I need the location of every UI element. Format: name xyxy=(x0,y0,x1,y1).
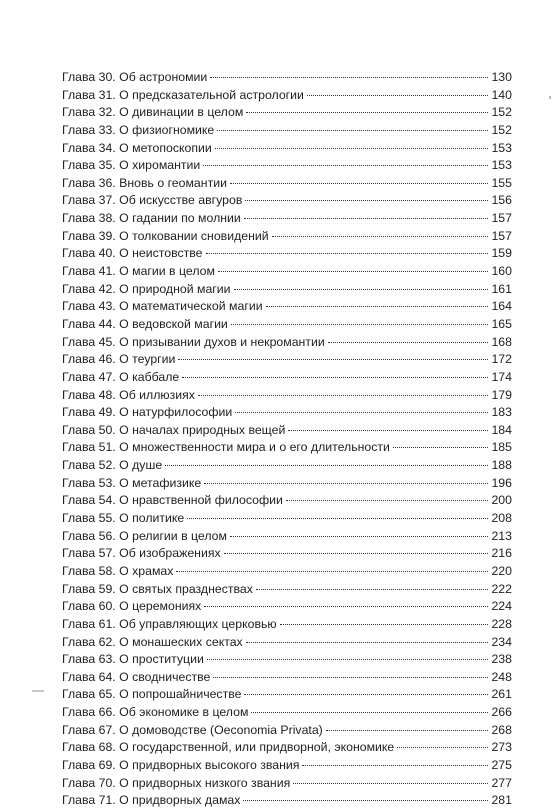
toc-entry xyxy=(62,757,512,775)
toc-entry-title: Глава 49. О натурфилософии xyxy=(62,405,233,420)
toc-entry xyxy=(62,316,512,334)
toc-entry xyxy=(62,669,512,687)
toc-entry-page: 130 xyxy=(491,70,512,84)
toc-entry-title: Глава 34. О метопоскопии xyxy=(62,140,212,155)
toc-entry xyxy=(62,775,512,793)
toc-entry-page: 152 xyxy=(491,105,512,120)
toc-entry-page: 160 xyxy=(491,264,512,279)
toc-entry-title: Глава 50. О началах природных вещей xyxy=(62,422,286,437)
toc-entry-title: Глава 42. О природной магии xyxy=(62,281,231,296)
toc-entry-title: Глава 54. О нравственной философии xyxy=(62,493,283,508)
toc-entry-page: 183 xyxy=(491,405,512,420)
toc-entry-title: Глава 60. О церемониях xyxy=(62,599,202,614)
dot-leader xyxy=(256,589,489,590)
toc-entry-title: Глава 32. О дивинации в целом xyxy=(62,105,244,120)
toc-entry-page: 174 xyxy=(491,369,512,384)
toc-entry xyxy=(62,739,512,757)
toc-entry xyxy=(62,369,512,387)
toc-entry xyxy=(62,87,512,105)
toc-entry-title: Глава 47. О каббале xyxy=(62,369,180,384)
toc-entry xyxy=(62,422,512,440)
toc-entry xyxy=(62,69,512,87)
toc-entry-page: 200 xyxy=(491,493,512,508)
toc-entry-title: Глава 57. Об изображениях xyxy=(62,546,221,561)
dot-leader xyxy=(266,306,489,307)
dot-leader xyxy=(286,500,489,501)
dot-leader xyxy=(280,624,489,625)
toc-entry xyxy=(62,581,512,599)
toc-entry-page: 153 xyxy=(491,158,512,173)
toc-entry xyxy=(62,475,512,493)
toc-entry xyxy=(62,245,512,263)
toc-entry-title: Глава 46. О теургии xyxy=(62,352,176,367)
toc-entry-title: Глава 61. Об управляющих церковью xyxy=(62,616,277,631)
dot-leader xyxy=(246,642,489,643)
toc-entry xyxy=(62,210,512,228)
toc-entry xyxy=(62,616,512,634)
dot-leader xyxy=(187,518,488,519)
toc-entry xyxy=(62,351,512,369)
toc-entry-title: Глава 53. О метафизике xyxy=(62,475,202,490)
toc-entry-page: 140 xyxy=(491,87,512,102)
toc-entry-title: Глава 38. О гадании по молнии xyxy=(62,211,241,226)
toc-entry-title: Глава 30. Об астрономии xyxy=(62,70,208,84)
dot-leader xyxy=(165,465,488,466)
toc-entry xyxy=(62,387,512,405)
toc-entry-page: 172 xyxy=(491,352,512,367)
toc-entry-title: Глава 45. О призывании духов и некромантии xyxy=(62,334,325,349)
dot-leader xyxy=(230,536,488,537)
dot-leader xyxy=(244,694,488,695)
toc-entry-page: 157 xyxy=(491,228,512,243)
toc-entry xyxy=(62,634,512,652)
toc-entry-title: Глава 48. Об иллюзиях xyxy=(62,387,195,402)
toc-entry-title: Глава 67. О домоводстве (Oeconomia Privata) xyxy=(62,722,323,737)
toc-entry xyxy=(62,104,512,122)
toc-entry xyxy=(62,792,512,810)
toc-entry xyxy=(62,722,512,740)
toc-entry-page: 266 xyxy=(491,705,512,720)
dot-leader xyxy=(204,606,488,607)
toc-entry-page: 216 xyxy=(491,546,512,561)
dot-leader xyxy=(176,571,488,572)
toc-entry-page: 228 xyxy=(491,616,512,631)
dot-leader xyxy=(182,377,488,378)
toc-entry-title: Глава 66. Об экономике в целом xyxy=(62,705,249,720)
toc-entry xyxy=(62,686,512,704)
toc-entry-page: 224 xyxy=(491,599,512,614)
scan-mark xyxy=(32,690,44,692)
toc-entry xyxy=(62,140,512,158)
toc-entry-page: 213 xyxy=(491,528,512,543)
toc-entry-page: 208 xyxy=(491,511,512,526)
scan-dot xyxy=(549,96,551,99)
toc-entry-page: 281 xyxy=(491,793,512,808)
toc-entry-page: 164 xyxy=(491,299,512,314)
toc-entry xyxy=(62,263,512,281)
dot-leader xyxy=(230,183,489,184)
toc-entry-title: Глава 41. О магии в целом xyxy=(62,264,215,279)
toc-entry-page: 196 xyxy=(491,475,512,490)
toc-entry xyxy=(62,492,512,510)
toc-entry xyxy=(62,404,512,422)
toc-entry-page: 261 xyxy=(491,687,512,702)
toc-entry xyxy=(62,457,512,475)
dot-leader xyxy=(244,218,489,219)
toc-entry-title: Глава 55. О политике xyxy=(62,511,185,526)
dot-leader xyxy=(234,289,489,290)
dot-leader xyxy=(393,447,489,448)
dot-leader xyxy=(203,165,488,166)
toc-entry-title: Глава 44. О ведовской магии xyxy=(62,316,228,331)
dot-leader xyxy=(224,553,489,554)
dot-leader xyxy=(213,677,488,678)
toc-entry-title: Глава 56. О религии в целом xyxy=(62,528,227,543)
toc-entry-title: Глава 33. О физиогномике xyxy=(62,122,215,137)
dot-leader xyxy=(251,712,488,713)
dot-leader xyxy=(288,430,488,431)
toc-entry xyxy=(62,598,512,616)
toc-entry-title: Глава 52. О душе xyxy=(62,458,163,473)
dot-leader xyxy=(245,200,488,201)
toc-entry-page: 184 xyxy=(491,422,512,437)
dot-leader xyxy=(397,747,488,748)
dot-leader xyxy=(307,95,489,96)
toc-entry-page: 220 xyxy=(491,563,512,578)
toc-entry-page: 222 xyxy=(491,581,512,596)
toc-entry-page: 234 xyxy=(491,634,512,649)
toc-entry-title: Глава 70. О придворных низкого звания xyxy=(62,775,291,790)
toc-entry xyxy=(62,545,512,563)
toc-entry-title: Глава 65. О попрошайничестве xyxy=(62,687,242,702)
toc-entry xyxy=(62,175,512,193)
dot-leader xyxy=(210,77,488,78)
toc-entry xyxy=(62,528,512,546)
dot-leader xyxy=(218,271,489,272)
dot-leader xyxy=(246,112,488,113)
toc-entry xyxy=(62,122,512,140)
toc-entry-page: 188 xyxy=(491,458,512,473)
dot-leader xyxy=(326,730,489,731)
dot-leader xyxy=(243,800,488,801)
toc-entry-page: 238 xyxy=(491,652,512,667)
toc-entry xyxy=(62,281,512,299)
dot-leader xyxy=(204,483,488,484)
dot-leader xyxy=(235,412,488,413)
dot-leader xyxy=(272,236,489,237)
dot-leader xyxy=(206,253,489,254)
toc-entry-title: Глава 68. О государственной, или придворной, экономике xyxy=(62,740,395,755)
toc-entry-page: 155 xyxy=(491,175,512,190)
toc-entry xyxy=(62,334,512,352)
toc-entry-page: 179 xyxy=(491,387,512,402)
toc-entry-page: 159 xyxy=(491,246,512,261)
toc-entry xyxy=(62,704,512,722)
dot-leader xyxy=(302,765,488,766)
toc-entry-page: 273 xyxy=(491,740,512,755)
toc-entry-title: Глава 62. О монашеских сектах xyxy=(62,634,243,649)
toc-entry-title: Глава 35. О хиромантии xyxy=(62,158,201,173)
toc-entry-page: 248 xyxy=(491,669,512,684)
toc-entry-page: 157 xyxy=(491,211,512,226)
dot-leader xyxy=(215,148,489,149)
toc-entry xyxy=(62,563,512,581)
toc-entry xyxy=(62,228,512,246)
toc-entry xyxy=(62,298,512,316)
toc-entry-title: Глава 37. Об искусстве авгуров xyxy=(62,193,243,208)
toc-entry-page: 268 xyxy=(491,722,512,737)
toc-entry-title: Глава 36. Вновь о геомантии xyxy=(62,175,227,190)
toc-entry-page: 152 xyxy=(491,122,512,137)
dot-leader xyxy=(231,324,489,325)
dot-leader xyxy=(328,342,489,343)
toc-entry-page: 165 xyxy=(491,316,512,331)
toc-entry-title: Глава 31. О предсказательной астрологии xyxy=(62,87,304,102)
dot-leader xyxy=(217,130,488,131)
toc-entry-page: 156 xyxy=(491,193,512,208)
toc-entry-page: 161 xyxy=(491,281,512,296)
dot-leader xyxy=(178,359,488,360)
toc-entry-page: 185 xyxy=(491,440,512,455)
toc-entry xyxy=(62,157,512,175)
dot-leader xyxy=(198,395,489,396)
toc-entry-page: 168 xyxy=(491,334,512,349)
toc-entry-title: Глава 43. О математической магии xyxy=(62,299,263,314)
toc-entry-title: Глава 39. О толковании сновидений xyxy=(62,228,269,243)
toc-entry-title: Глава 58. О храмах xyxy=(62,563,174,578)
toc-entry-title: Глава 51. О множественности мира и о его длительности xyxy=(62,440,390,455)
toc-entry-page: 275 xyxy=(491,757,512,772)
toc-entry-title: Глава 69. О придворных высокого звания xyxy=(62,757,300,772)
toc-entry-title: Глава 63. О проституции xyxy=(62,652,204,667)
dot-leader xyxy=(207,659,489,660)
toc-entry-page: 277 xyxy=(491,775,512,790)
table-of-contents xyxy=(62,69,512,810)
toc-entry-title: Глава 64. О сводничестве xyxy=(62,669,211,684)
toc-entry-page: 153 xyxy=(491,140,512,155)
toc-entry-title: Глава 71. О придворных дамах xyxy=(62,793,241,808)
toc-entry xyxy=(62,510,512,528)
toc-entry xyxy=(62,192,512,210)
toc-entry-title: Глава 59. О святых празднествах xyxy=(62,581,253,596)
toc-entry xyxy=(62,439,512,457)
toc-entry xyxy=(62,651,512,669)
toc-entry-title: Глава 40. О неистовстве xyxy=(62,246,203,261)
